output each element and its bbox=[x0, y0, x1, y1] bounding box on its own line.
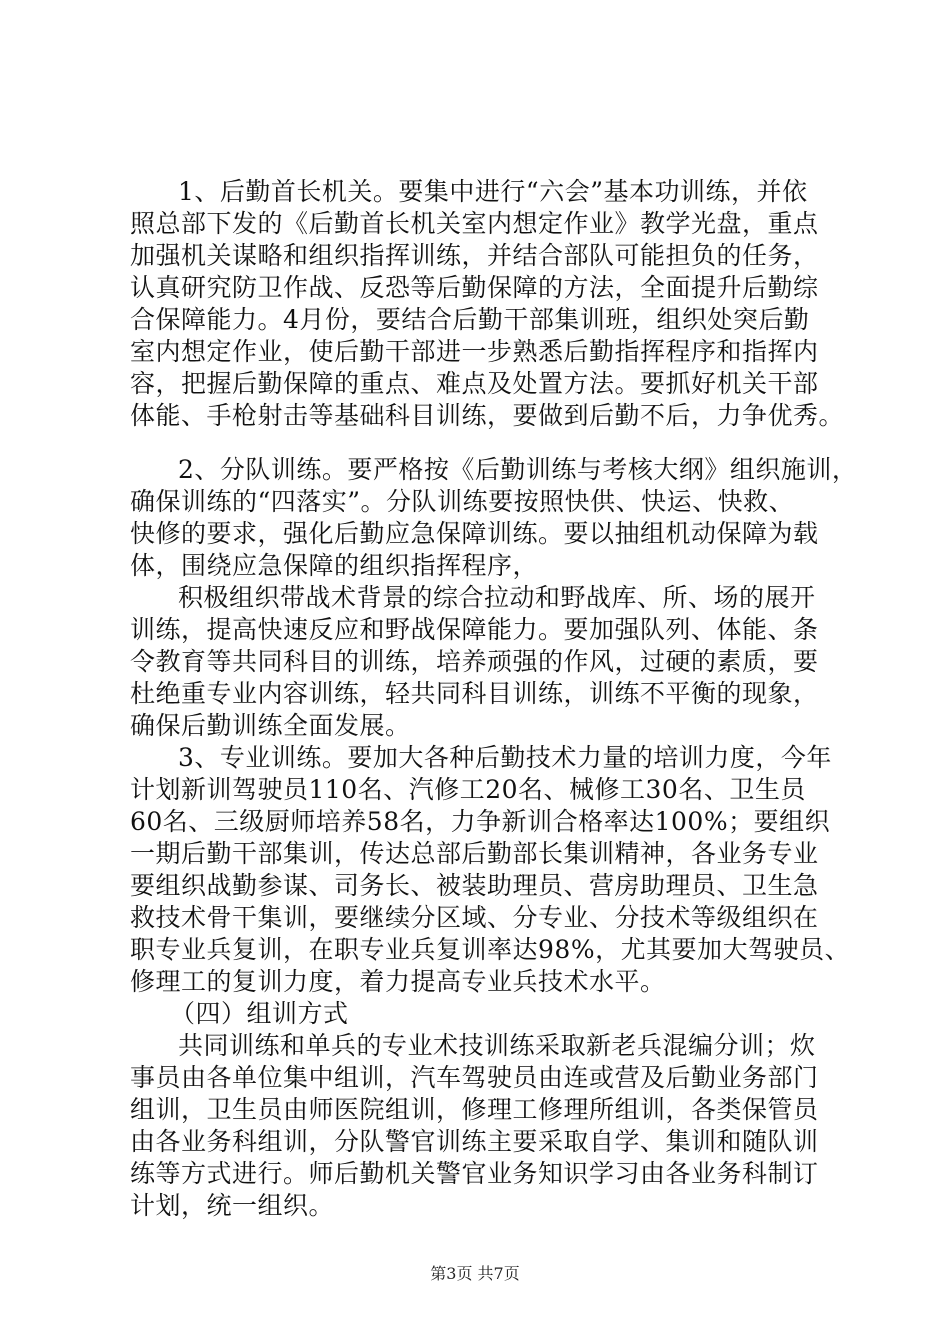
text-line: 训练，提高快速反应和野战保障能力。要加强队列、体能、条 bbox=[130, 615, 819, 644]
text-line: 体，围绕应急保障的组织指挥程序， bbox=[130, 551, 539, 580]
text-line: 由各业务科组训，分队警官训练主要采取自学、集训和随队训 bbox=[130, 1127, 819, 1156]
text-line: 计划新训驾驶员110名、汽修工20名、械修工30名、卫生员 bbox=[130, 775, 806, 804]
text-line: 认真研究防卫作战、反恐等后勤保障的方法，全面提升后勤综 bbox=[130, 273, 819, 302]
section-heading: （四）组训方式 bbox=[170, 999, 349, 1028]
text-line: 修理工的复训力度，着力提高专业兵技术水平。 bbox=[130, 967, 666, 996]
text-line: 2、分队训练。要严格按《后勤训练与考核大纲》组织施训， bbox=[178, 455, 858, 484]
text-line: 加强机关谋略和组织指挥训练，并结合部队可能担负的任务， bbox=[130, 241, 819, 270]
text-line: 要组织战勤参谋、司务长、被装助理员、营房助理员、卫生急 bbox=[130, 871, 819, 900]
text-line: 事员由各单位集中组训，汽车驾驶员由连或营及后勤业务部门 bbox=[130, 1063, 819, 1092]
text-line: 共同训练和单兵的专业术技训练采取新老兵混编分训；炊 bbox=[178, 1031, 816, 1060]
text-line: 积极组织带战术背景的综合拉动和野战库、所、场的展开 bbox=[178, 583, 816, 612]
text-line: 照总部下发的《后勤首长机关室内想定作业》教学光盘，重点 bbox=[130, 209, 819, 238]
text-line: 杜绝重专业内容训练，轻共同科目训练，训练不平衡的现象， bbox=[130, 679, 819, 708]
text-line: 体能、手枪射击等基础科目训练，要做到后勤不后，力争优秀。 bbox=[130, 401, 845, 430]
text-line: 一期后勤干部集训，传达总部后勤部长集训精神，各业务专业 bbox=[130, 839, 819, 868]
text-line: 合保障能力。4月份，要结合后勤干部集训班，组织处突后勤 bbox=[130, 305, 810, 334]
text-line: 令教育等共同科目的训练，培养顽强的作风，过硬的素质，要 bbox=[130, 647, 819, 676]
text-line: 计划，统一组织。 bbox=[130, 1191, 335, 1220]
text-line: 3、专业训练。要加大各种后勤技术力量的培训力度，今年 bbox=[178, 743, 832, 772]
text-line: 快修的要求，强化后勤应急保障训练。要以抽组机动保障为载 bbox=[130, 519, 819, 548]
page-number: 第3页 共7页 bbox=[430, 1264, 520, 1283]
text-line: 组训，卫生员由师医院组训，修理工修理所组训，各类保管员 bbox=[130, 1095, 819, 1124]
text-line: 确保后勤训练全面发展。 bbox=[130, 711, 411, 740]
text-line: 确保训练的“四落实”。分队训练要按照快供、快运、快救、 bbox=[130, 487, 795, 516]
text-line: 1、后勤首长机关。要集中进行“六会”基本功训练，并依 bbox=[178, 177, 808, 206]
text-line: 60名、三级厨师培养58名，力争新训合格率达100%；要组织 bbox=[130, 807, 831, 836]
text-line: 练等方式进行。师后勤机关警官业务知识学习由各业务科制订 bbox=[130, 1159, 819, 1188]
text-line: 职专业兵复训，在职专业兵复训率达98%，尤其要加大驾驶员、 bbox=[130, 935, 851, 964]
text-line: 救技术骨干集训，要继续分区域、分专业、分技术等级组织在 bbox=[130, 903, 819, 932]
text-line: 容，把握后勤保障的重点、难点及处置方法。要抓好机关干部 bbox=[130, 369, 819, 398]
text-line: 室内想定作业，使后勤干部进一步熟悉后勤指挥程序和指挥内 bbox=[130, 337, 819, 366]
